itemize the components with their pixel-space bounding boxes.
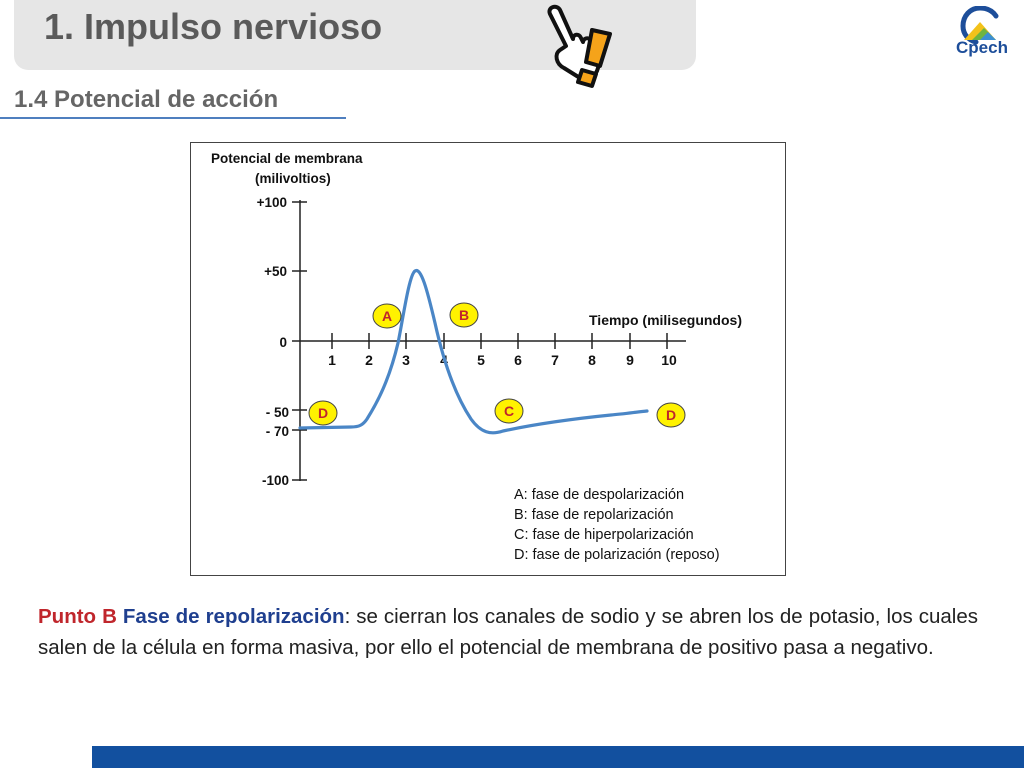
action-potential-figure	[190, 142, 786, 576]
x-tick-label: 1	[328, 352, 336, 368]
x-tick-label: 9	[626, 352, 634, 368]
logo-text: Cpech	[956, 38, 1008, 57]
marker-c	[495, 399, 523, 423]
x-axis-title: Tiempo (milisegundos)	[589, 312, 742, 328]
x-tick-label: 2	[365, 352, 373, 368]
y-tick-label: 0	[279, 335, 287, 350]
legend-item: D: fase de polarización (reposo)	[514, 547, 720, 563]
marker-b	[450, 303, 478, 327]
x-tick-label: 7	[551, 352, 559, 368]
x-tick-label: 3	[402, 352, 410, 368]
x-tick-label: 4	[440, 352, 448, 368]
y-tick-label: +50	[264, 264, 287, 279]
y-tick-label: - 70	[265, 424, 289, 439]
x-tick-label: 5	[477, 352, 485, 368]
marker-d-start	[309, 401, 337, 425]
marker-c-label: C	[503, 403, 515, 419]
footer-bar	[92, 746, 1024, 768]
action-potential-graph	[191, 143, 785, 575]
marker-a	[373, 304, 401, 328]
legend	[514, 487, 720, 563]
marker-b-label: B	[458, 307, 470, 323]
x-tick-label: 8	[588, 352, 596, 368]
section-subtitle: 1.4 Potencial de acción	[14, 86, 279, 113]
y-tick-label: +100	[256, 195, 287, 210]
paragraph-body: : se cierran los canales de sodio y se abren los de potasio, los cuales salen de la célula en forma masiva, por ello el potencial de membrana de positivo pasa a negativo.	[38, 605, 978, 659]
page-title: 1. Impulso nervioso	[44, 6, 383, 47]
hand-pointer-icon	[536, 4, 620, 92]
cpech-logo	[950, 6, 1014, 62]
y-axis-title-line2: (milivoltios)	[255, 171, 331, 186]
y-tick-label: -100	[261, 473, 289, 488]
y-axis-title-line1: Potencial de membrana	[211, 151, 363, 166]
marker-d-end	[657, 403, 685, 427]
phase-label: Fase de repolarización	[122, 605, 345, 628]
legend-item: C: fase de hiperpolarización	[514, 527, 694, 543]
marker-d-start-label: D	[317, 405, 329, 421]
marker-d-end-label: D	[665, 407, 677, 423]
legend-item: B: fase de repolarización	[514, 507, 674, 523]
y-tick-label: - 50	[265, 405, 289, 420]
x-tick-label: 6	[514, 352, 522, 368]
point-label: Punto B	[38, 605, 117, 628]
x-tick-label: 10	[661, 352, 677, 368]
explanation-paragraph	[38, 601, 978, 663]
marker-a-label: A	[381, 308, 393, 324]
subtitle-underline	[0, 117, 346, 119]
legend-item: A: fase de despolarización	[514, 487, 685, 503]
